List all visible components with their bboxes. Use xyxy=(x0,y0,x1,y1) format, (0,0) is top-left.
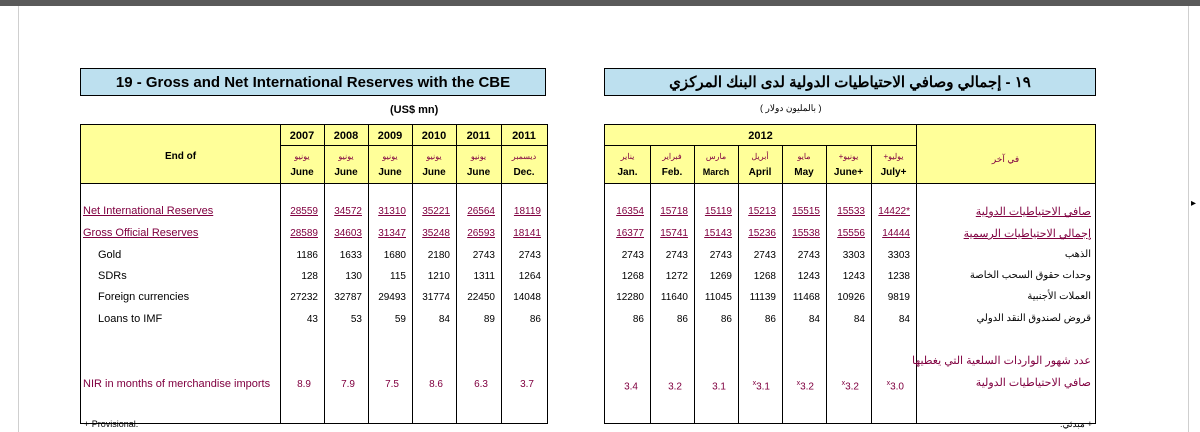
table-cell: 1269 xyxy=(709,271,732,282)
table-cell: 9819 xyxy=(887,292,910,303)
table-cell: 7.5 xyxy=(385,379,399,390)
right-header-divider xyxy=(605,183,1095,184)
table-cell: 27232 xyxy=(290,292,318,303)
table-cell: 14422* xyxy=(878,206,910,217)
window-top-bar xyxy=(0,0,1200,6)
table-cell: 1210 xyxy=(427,271,450,282)
table-cell: 8.6 xyxy=(429,379,443,390)
table-cell: 2743 xyxy=(709,250,732,261)
row-label-ar-nir-months-2: صافي الاحتياطيات الدولية xyxy=(975,377,1091,389)
table-cell: 59 xyxy=(394,314,406,325)
month-en-header: June xyxy=(466,167,491,178)
month-ar-header: أبريل xyxy=(751,152,769,161)
table-cell: 1243 xyxy=(797,271,820,282)
cell-value: 3.2 xyxy=(800,381,814,393)
year-header: 2009 xyxy=(377,130,403,142)
table-cell xyxy=(650,380,682,392)
table-cell: 28559 xyxy=(290,206,318,217)
month-en-header: June xyxy=(422,167,446,178)
mark-superscript: x xyxy=(886,380,891,387)
table-cell: 15718 xyxy=(660,206,688,217)
table-cell: 2743 xyxy=(797,250,820,261)
table-cell: 3303 xyxy=(842,250,865,261)
row-label-gross-reserves[interactable]: Gross Official Reserves xyxy=(83,227,199,239)
title-arabic: ١٩ - إجمالي وصافي الاحتياطيات الدولية لدى البنك المركزي xyxy=(604,68,1096,96)
table-cell: 84 xyxy=(898,314,910,325)
left-header-divider xyxy=(81,183,547,184)
page-right-edge xyxy=(1188,6,1189,432)
table-cell: 1268 xyxy=(621,271,644,282)
footnote-english: + Provisional. xyxy=(84,419,139,429)
table-cell: 89 xyxy=(483,314,495,325)
row-label-gold: Gold xyxy=(98,249,122,261)
month-en-header: Feb. xyxy=(661,167,683,178)
table-cell: 16377 xyxy=(616,228,644,239)
year-header: 2011 xyxy=(512,130,536,142)
cell-value: 3.2 xyxy=(845,381,859,393)
table-cell: 1272 xyxy=(665,271,688,282)
table-cell: 28589 xyxy=(290,228,318,239)
right-year-divider xyxy=(605,145,916,146)
table-cell: 3303 xyxy=(887,250,910,261)
table-cell: 32787 xyxy=(334,292,362,303)
month-en-header: May xyxy=(794,167,814,178)
year-header: 2010 xyxy=(421,130,447,142)
table-cell: 43 xyxy=(306,314,318,325)
month-en-header: June xyxy=(334,167,358,178)
month-en-header: July+ xyxy=(880,167,907,178)
cell-value: 3.1 xyxy=(712,381,726,393)
table-cell: 35248 xyxy=(422,228,450,239)
month-en-header: June xyxy=(290,167,314,178)
table-cell: 12280 xyxy=(616,292,644,303)
page-left-edge xyxy=(18,6,19,432)
table-cell: 1264 xyxy=(518,271,541,282)
cell-value: 3.4 xyxy=(624,381,638,393)
table-cell: 34572 xyxy=(334,206,362,217)
table-cell: 86 xyxy=(676,314,688,325)
table-cell: 26593 xyxy=(467,228,495,239)
table-cell: 128 xyxy=(301,271,318,282)
table-cell: 31774 xyxy=(422,292,450,303)
row-label-ar-foreign-currencies: العملات الأجنبية xyxy=(1027,291,1091,302)
table-cell: 1268 xyxy=(753,271,776,282)
in-end-label: في آخر xyxy=(991,154,1020,164)
table-cell: 53 xyxy=(350,314,362,325)
row-label-foreign-currencies: Foreign currencies xyxy=(98,291,190,303)
row-label-loans-imf: Loans to IMF xyxy=(98,313,163,325)
table-cell: 31310 xyxy=(378,206,406,217)
month-en-header: April xyxy=(748,167,772,178)
unit-english: (US$ mn) xyxy=(390,104,439,116)
table-cell: 2743 xyxy=(665,250,688,261)
month-ar-header: فبراير xyxy=(662,152,682,161)
month-ar-header: يناير xyxy=(620,152,635,161)
month-en-header: June xyxy=(378,167,402,178)
table-cell: 15236 xyxy=(748,228,776,239)
right-table xyxy=(604,124,1096,424)
table-cell: 1680 xyxy=(383,250,406,261)
table-cell: 8.9 xyxy=(297,379,311,390)
scroll-indicator-icon[interactable]: ▸ xyxy=(1191,198,1197,209)
month-ar-header: يونيو xyxy=(294,152,310,161)
left-table xyxy=(80,124,548,424)
table-cell: 84 xyxy=(438,314,450,325)
table-cell: 15741 xyxy=(660,228,688,239)
year-header: 2011 xyxy=(466,130,491,142)
table-cell: 3.7 xyxy=(520,379,534,390)
end-of-label: End of xyxy=(164,151,197,162)
table-cell: 18119 xyxy=(513,206,541,217)
cell-value: 3.2 xyxy=(668,381,682,393)
table-cell: 34603 xyxy=(334,228,362,239)
table-cell: 29493 xyxy=(378,292,406,303)
table-cell xyxy=(605,380,638,392)
table-cell: 84 xyxy=(853,314,865,325)
row-label-ar-gold: الذهب xyxy=(1064,249,1091,260)
table-cell: 86 xyxy=(529,314,541,325)
table-cell: 18141 xyxy=(513,228,541,239)
month-en-header: Dec. xyxy=(513,167,535,178)
table-cell: 16354 xyxy=(616,206,644,217)
table-cell: 1633 xyxy=(339,250,362,261)
table-cell: 86 xyxy=(720,314,732,325)
month-ar-header: يونيو+ xyxy=(838,152,859,161)
table-cell xyxy=(782,380,814,392)
footnote-arabic: + مبدئي. xyxy=(1060,419,1093,429)
table-cell xyxy=(694,380,726,392)
year-header: 2008 xyxy=(333,130,359,142)
month-ar-header: يونيو xyxy=(470,152,487,161)
table-cell: 15533 xyxy=(837,206,865,217)
table-cell: 2743 xyxy=(621,250,644,261)
table-cell xyxy=(738,380,770,392)
table-cell: 7.9 xyxy=(341,379,355,390)
table-cell: 15213 xyxy=(748,206,776,217)
table-cell: 2743 xyxy=(472,250,495,261)
table-cell: 2180 xyxy=(427,250,450,261)
month-en-header: June+ xyxy=(833,167,864,178)
col-divider xyxy=(916,125,917,423)
table-cell: 15515 xyxy=(792,206,820,217)
month-ar-header: يوليو+ xyxy=(883,152,904,161)
row-label-nir-months: NIR in months of merchandise imports xyxy=(83,378,271,390)
left-year-divider xyxy=(280,145,547,146)
cell-value: 3.0 xyxy=(890,381,904,393)
mark-superscript: x xyxy=(841,380,846,387)
month-ar-header: يونيو xyxy=(382,152,398,161)
unit-arabic: ( بالمليون دولار ) xyxy=(760,103,822,113)
row-label-ar-nir-months-1: عدد شهور الواردات السلعية التي يغطيها xyxy=(912,355,1091,367)
table-cell: 2743 xyxy=(518,250,541,261)
table-cell: 86 xyxy=(764,314,776,325)
table-cell xyxy=(826,380,859,392)
table-cell: 31347 xyxy=(378,228,406,239)
cell-value: 3.1 xyxy=(756,381,770,393)
table-cell: 22450 xyxy=(467,292,495,303)
table-cell: 84 xyxy=(808,314,820,325)
table-cell: 1243 xyxy=(842,271,865,282)
table-cell: 10926 xyxy=(837,292,865,303)
table-cell: 15119 xyxy=(704,206,732,217)
year-header-2012: 2012 xyxy=(748,130,773,142)
table-cell: 11139 xyxy=(749,292,776,303)
title-english: 19 - Gross and Net International Reserves with the CBE xyxy=(80,68,546,96)
table-cell: 15143 xyxy=(704,228,732,239)
row-label-ar-gross-reserves[interactable]: إجمالي الاحتياطيات الرسمية xyxy=(963,228,1091,240)
table-cell: 26564 xyxy=(467,206,495,217)
row-label-ar-net-reserves[interactable]: صافي الاحتياطيات الدولية xyxy=(975,206,1091,218)
table-cell: 15556 xyxy=(837,228,865,239)
table-cell: 11468 xyxy=(792,292,820,303)
table-cell: 1238 xyxy=(887,271,910,282)
month-ar-header: مايو xyxy=(797,152,811,161)
table-cell: 6.3 xyxy=(474,379,488,390)
month-en-header: March xyxy=(702,167,730,177)
month-ar-header: مارس xyxy=(705,152,727,161)
row-label-net-reserves[interactable]: Net International Reserves xyxy=(83,205,214,217)
month-en-header: Jan. xyxy=(617,167,638,178)
year-header: 2007 xyxy=(289,130,315,142)
table-cell: 35221 xyxy=(422,206,450,217)
row-label-ar-sdrs: وحدات حقوق السحب الخاصة xyxy=(969,270,1091,281)
table-cell: 11640 xyxy=(660,292,688,303)
table-cell: 130 xyxy=(345,271,362,282)
table-cell: 1186 xyxy=(296,250,318,261)
table-cell: 2743 xyxy=(753,250,776,261)
table-cell: 1311 xyxy=(473,271,495,282)
month-ar-header: ديسمبر xyxy=(511,152,537,161)
table-cell: 14444 xyxy=(882,228,910,239)
month-ar-header: يونيو xyxy=(426,152,442,161)
mark-superscript: x xyxy=(752,380,757,387)
mark-superscript: x xyxy=(796,380,801,387)
table-cell: 14048 xyxy=(513,292,541,303)
table-cell: 115 xyxy=(390,271,406,282)
row-label-sdrs: SDRs xyxy=(98,270,127,282)
table-cell: 11045 xyxy=(704,292,732,303)
table-cell: 15538 xyxy=(792,228,820,239)
row-label-ar-loans-imf: قروض لصندوق النقد الدولي xyxy=(976,313,1091,324)
table-cell xyxy=(871,380,904,392)
table-cell: 86 xyxy=(632,314,644,325)
month-ar-header: يونيو xyxy=(338,152,354,161)
